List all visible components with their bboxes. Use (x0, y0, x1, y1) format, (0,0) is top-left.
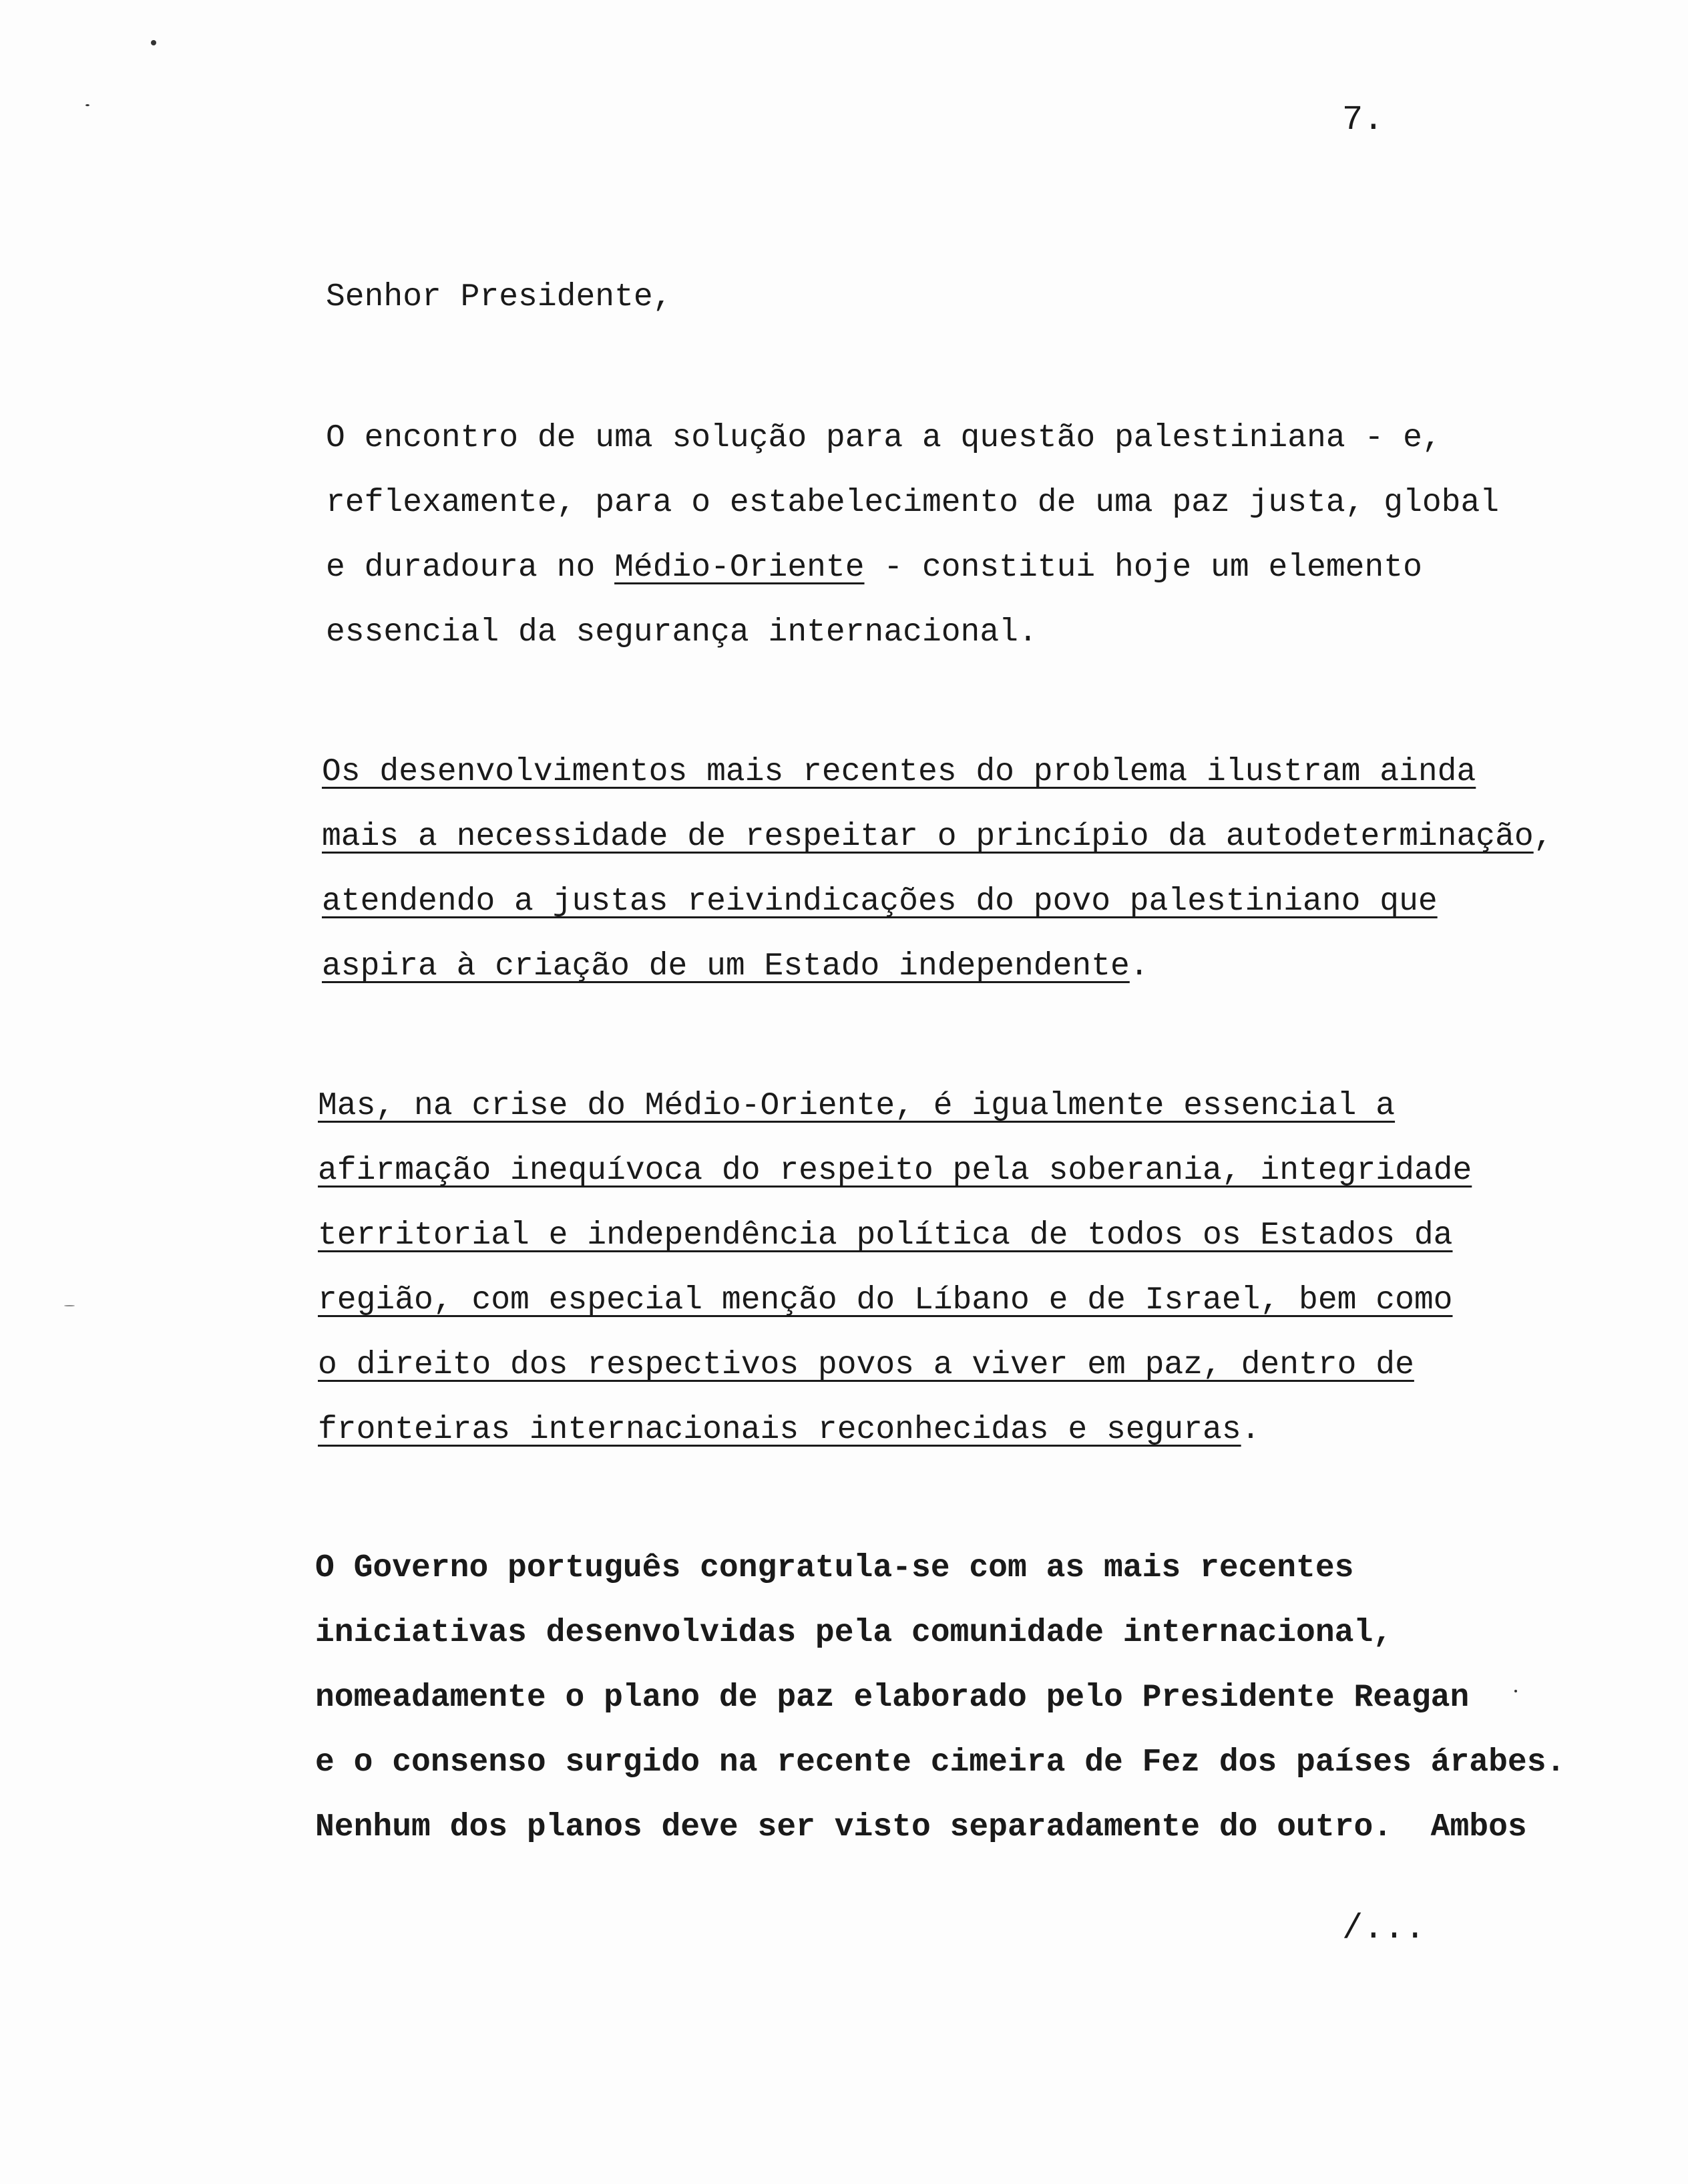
underlined-text: atendendo a justas reivindicações do povo palestiniano que (322, 884, 1438, 920)
text-line: e o consenso surgido na recente cimeira de Fez dos países árabes. (315, 1745, 1566, 1781)
scan-speck (151, 40, 156, 45)
text-line: iniciativas desenvolvidas pela comunidade internacional, (315, 1615, 1393, 1651)
text-line (318, 1268, 1627, 1333)
scan-speck (64, 1305, 75, 1306)
text-line (322, 870, 1631, 934)
text-segment: , (1533, 819, 1553, 855)
paragraph-1 (326, 406, 1635, 665)
text-segment: . (1129, 948, 1149, 984)
text-line (318, 1398, 1627, 1463)
text-line (318, 1074, 1627, 1139)
paragraph-3 (318, 1074, 1627, 1463)
paragraph-2 (322, 740, 1631, 999)
text-segment: e duradoura no (326, 550, 615, 586)
underlined-text: região, com especial menção do Líbano e de Israel, bem como (318, 1282, 1453, 1318)
text-line (318, 1139, 1627, 1204)
underlined-text: territorial e independência política de todos os Estados da (318, 1218, 1453, 1254)
text-line (322, 805, 1631, 870)
text-line (326, 536, 1635, 600)
underlined-text: Médio-Oriente (614, 550, 865, 586)
text-segment: - constitui hoje um elemento (864, 550, 1422, 586)
text-line: O encontro de uma solução para a questão palestiniana - e, (326, 420, 1442, 456)
underlined-text: mais a necessidade de respeitar o princípio da autodeterminação (322, 819, 1534, 855)
text-line (318, 1204, 1627, 1268)
continuation-mark: /... (1342, 1909, 1426, 1948)
text-line: reflexamente, para o estabelecimento de uma paz justa, global (326, 485, 1500, 521)
text-line: Nenhum dos planos deve ser visto separadamente do outro. Ambos (315, 1809, 1527, 1845)
underlined-text: o direito dos respectivos povos a viver em paz, dentro de (318, 1347, 1414, 1383)
underlined-text: aspira à criação de um Estado independente (322, 948, 1130, 984)
text-line: essencial da segurança internacional. (326, 614, 1038, 651)
text-line: O Governo português congratula-se com as mais recentes (315, 1550, 1354, 1586)
text-segment: . (1241, 1412, 1261, 1448)
page-number: 7. (1342, 100, 1384, 140)
underlined-text: afirmação inequívoca do respeito pela soberania, integridade (318, 1153, 1472, 1189)
text-line (322, 934, 1631, 999)
underlined-text: Mas, na crise do Médio-Oriente, é igualmente essencial a (318, 1088, 1396, 1124)
paragraph-4 (315, 1536, 1624, 1860)
text-line (318, 1333, 1627, 1398)
underlined-text: Os desenvolvimentos mais recentes do problema ilustram ainda (322, 754, 1476, 790)
text-line (322, 740, 1631, 805)
salutation: Senhor Presidente, (326, 279, 672, 315)
text-line: nomeadamente o plano de paz elaborado pelo Presidente Reagan (315, 1680, 1470, 1716)
scan-speck (1514, 1690, 1517, 1692)
underlined-text: fronteiras internacionais reconhecidas e seguras (318, 1412, 1241, 1448)
scan-speck (85, 104, 89, 106)
